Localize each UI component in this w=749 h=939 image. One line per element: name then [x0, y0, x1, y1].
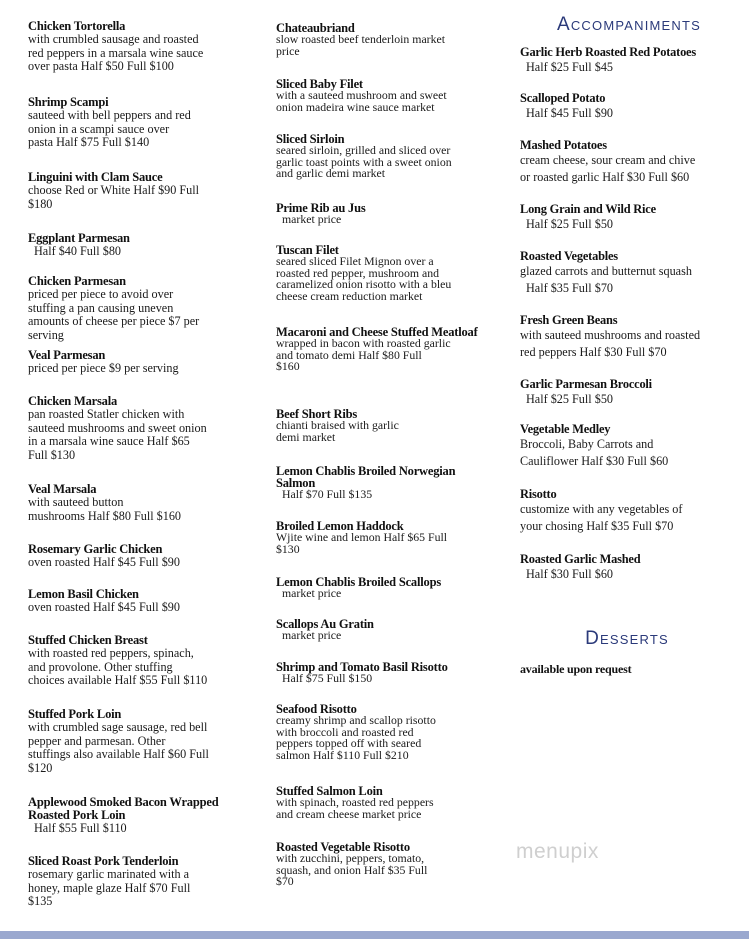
menu-item — [276, 133, 492, 180]
item-desc-line: chianti braised with garlic — [276, 418, 399, 432]
item-name: Chicken Marsala — [28, 394, 118, 408]
item-desc-line: customize with any vegetables of — [520, 502, 683, 516]
item-desc-line: onion in a scampi sauce over — [28, 121, 170, 136]
menu-item — [276, 326, 492, 373]
menu-item — [520, 552, 738, 583]
item-desc-line: seared sirloin, grilled and sliced over — [276, 143, 451, 157]
item-desc-line: $135 — [28, 894, 53, 909]
item-name: Sliced Roast Pork Tenderloin — [28, 854, 179, 868]
item-name: Risotto — [520, 487, 557, 501]
menu-item — [276, 465, 492, 501]
menu-item — [28, 634, 256, 688]
item-name: Lemon Chablis Broiled Norwegian Salmon — [276, 464, 456, 490]
item-desc-line: Half $70 Full $135 — [282, 487, 373, 501]
bottom-border — [0, 931, 749, 939]
item-name: Veal Parmesan — [28, 348, 106, 362]
item-desc-line: $130 — [276, 541, 300, 556]
item-desc-line: peppers topped off with seared — [276, 736, 422, 751]
menu-item — [28, 20, 256, 74]
item-desc-line: choices available Half $55 Full $110 — [28, 673, 208, 688]
item-desc-line: Half $30 Full $60 — [526, 567, 614, 581]
item-name: Stuffed Salmon Loin — [276, 784, 383, 798]
item-name: Shrimp Scampi — [28, 95, 109, 109]
item-name: Macaroni and Cheese Stuffed Meatloaf — [276, 325, 478, 339]
accompaniments-heading: Accompaniments — [556, 14, 702, 35]
item-desc-line: demi market — [276, 429, 336, 444]
item-desc-line: amounts of cheese per piece $7 per — [28, 314, 200, 329]
item-desc-line: pepper and parmesan. Other — [28, 733, 166, 748]
item-desc-line: $120 — [28, 760, 53, 775]
item-name: Garlic Parmesan Broccoli — [520, 377, 652, 391]
item-desc-line: with zucchini, peppers, tomato, — [276, 851, 425, 865]
item-name: Garlic Herb Roasted Red Potatoes — [520, 45, 696, 59]
item-desc-line: $160 — [276, 359, 300, 374]
menu-item — [28, 796, 256, 836]
menu-item — [276, 520, 492, 555]
item-desc-line: Half $25 Full $50 — [526, 217, 614, 231]
item-name: Rosemary Garlic Chicken — [28, 542, 163, 556]
item-desc-line: stuffings also available Half $60 Full — [28, 747, 209, 762]
item-desc-line: sauteed mushrooms and sweet onion — [28, 420, 207, 435]
item-desc-line: stuffing a pan causing uneven — [28, 300, 174, 315]
item-desc-line: serving — [28, 327, 64, 342]
item-name: Lemon Chablis Broiled Scallops — [276, 575, 441, 589]
item-desc-line: or roasted garlic Half $30 Full $60 — [520, 170, 690, 184]
menu-item — [276, 661, 492, 685]
item-desc-line: Wjite wine and lemon Half $65 Full — [276, 530, 448, 544]
item-desc-line: market price — [282, 586, 342, 600]
item-desc-line: Half $35 Full $70 — [526, 281, 614, 295]
menu-item — [276, 202, 492, 226]
item-name: Roasted Garlic Mashed — [520, 552, 641, 566]
item-desc-line: slow roasted beef tenderloin market — [276, 32, 446, 46]
menu-item — [28, 588, 256, 615]
item-desc-line: Half $25 Full $50 — [526, 392, 614, 406]
item-desc-line: salmon Half $110 Full $210 — [276, 747, 409, 762]
menu-item — [276, 22, 492, 57]
menu-item — [520, 249, 738, 297]
item-name: Beef Short Ribs — [276, 407, 358, 421]
item-name: Prime Rib au Jus — [276, 201, 366, 215]
item-name: Stuffed Chicken Breast — [28, 633, 148, 647]
menu-item — [28, 855, 256, 909]
menu-item — [520, 45, 738, 76]
item-name: Scalloped Potato — [520, 91, 606, 105]
item-desc-line: rosemary garlic marinated with a — [28, 867, 190, 881]
item-desc-line: creamy shrimp and scallop risotto — [276, 713, 436, 727]
item-desc-line: Half $75 Full $150 — [282, 671, 373, 685]
menu-item — [28, 232, 256, 259]
item-desc-line: market price — [282, 212, 342, 226]
item-desc-line: roasted red pepper, mushroom and — [276, 265, 439, 280]
item-desc-line: red peppers Half $30 Full $70 — [520, 345, 667, 359]
item-desc-line: with broccoli and roasted red — [276, 724, 414, 739]
menu-item — [276, 703, 492, 761]
item-desc-line: squash, and onion Half $35 Full — [276, 862, 428, 877]
item-desc-line: market price — [282, 628, 342, 642]
item-desc-line: with spinach, roasted red peppers — [276, 795, 434, 809]
item-desc-line: Half $40 Full $80 — [34, 244, 122, 258]
menu-item — [276, 841, 492, 888]
item-desc-line: $70 — [276, 874, 294, 889]
desserts-heading: Desserts — [585, 628, 669, 649]
menu-item — [276, 576, 492, 600]
menu-item — [276, 78, 492, 113]
item-desc-line: with sauteed button — [28, 495, 124, 509]
item-desc-line: and cream cheese market price — [276, 806, 422, 821]
item-desc-line: caramelized onion risotto with a bleu — [276, 277, 452, 292]
desserts-note — [520, 662, 738, 676]
item-name: Lemon Basil Chicken — [28, 587, 139, 601]
menupix-watermark: menupix — [516, 840, 599, 863]
item-name: Sliced Baby Filet — [276, 77, 363, 91]
item-name: Chicken Parmesan — [28, 274, 126, 288]
item-desc-line: with crumbled sausage and roasted — [28, 32, 199, 46]
item-desc-line: with crumbled sage sausage, red bell — [28, 720, 208, 734]
item-desc-line: with roasted red peppers, spinach, — [28, 646, 194, 660]
item-name: Eggplant Parmesan — [28, 231, 130, 245]
menu-item — [28, 171, 256, 211]
item-name: Tuscan Filet — [276, 243, 339, 257]
item-name: Applewood Smoked Bacon Wrapped Roasted Pork Loin — [28, 795, 219, 822]
item-desc-line: sauteed with bell peppers and red — [28, 108, 191, 122]
menu-item — [520, 487, 738, 535]
item-desc-line: and garlic demi market — [276, 166, 386, 181]
item-desc-line: Full $130 — [28, 447, 76, 462]
item-name: Stuffed Pork Loin — [28, 707, 122, 721]
item-desc-line: with a sauteed mushroom and sweet — [276, 88, 447, 102]
menu-item — [520, 91, 738, 122]
item-desc-line: Broccoli, Baby Carrots and — [520, 437, 654, 451]
item-name: Scallops Au Gratin — [276, 617, 374, 631]
menu-item — [520, 313, 738, 361]
item-desc-line: priced per piece $9 per serving — [28, 361, 179, 375]
desserts-note-text: available upon request — [520, 662, 632, 676]
item-name: Long Grain and Wild Rice — [520, 202, 656, 216]
item-desc-line: priced per piece to avoid over — [28, 287, 174, 301]
item-desc-line: Half $55 Full $110 — [34, 821, 127, 835]
item-name: Veal Marsala — [28, 482, 97, 496]
item-desc-line: mushrooms Half $80 Full $160 — [28, 508, 182, 523]
menu-item — [520, 138, 738, 186]
item-desc-line: glazed carrots and butternut squash — [520, 264, 692, 278]
menu-item — [276, 785, 492, 820]
item-desc-line: choose Red or White Half $90 Full — [28, 183, 200, 197]
item-desc-line: oven roasted Half $45 Full $90 — [28, 555, 180, 569]
item-desc-line: oven roasted Half $45 Full $90 — [28, 600, 180, 614]
menu-item — [520, 377, 738, 408]
menu-item — [520, 202, 738, 233]
menu-item — [276, 244, 492, 302]
item-desc-line: $180 — [28, 196, 53, 211]
item-desc-line: cream cheese, sour cream and chive — [520, 153, 696, 167]
item-desc-line: pasta Half $75 Full $140 — [28, 135, 150, 150]
item-desc-line: pan roasted Statler chicken with — [28, 407, 185, 421]
item-name: Roasted Vegetable Risotto — [276, 840, 410, 854]
item-desc-line: Cauliflower Half $30 Full $60 — [520, 454, 669, 468]
item-desc-line: your chosing Half $35 Full $70 — [520, 519, 674, 533]
item-desc-line: in a marsala wine sauce Half $65 — [28, 434, 190, 449]
item-desc-line: cheese cream reduction market — [276, 288, 423, 303]
item-name: Sliced Sirloin — [276, 132, 345, 146]
item-name: Broiled Lemon Haddock — [276, 519, 404, 533]
menu-item — [28, 483, 256, 523]
menu-item — [28, 395, 256, 462]
menu-item — [28, 96, 256, 150]
item-name: Mashed Potatoes — [520, 138, 607, 152]
item-desc-line: wrapped in bacon with roasted garlic — [276, 336, 451, 350]
menu-item — [276, 408, 492, 443]
item-name: Roasted Vegetables — [520, 249, 618, 263]
item-name: Seafood Risotto — [276, 702, 357, 716]
item-name: Chicken Tortorella — [28, 19, 126, 33]
item-desc-line: and tomato demi Half $80 Full — [276, 347, 422, 362]
item-name: Shrimp and Tomato Basil Risotto — [276, 660, 448, 674]
menu-item — [28, 543, 256, 570]
item-desc-line: honey, maple glaze Half $70 Full — [28, 880, 191, 895]
item-desc-line: and provolone. Other stuffing — [28, 659, 173, 674]
item-name: Chateaubriand — [276, 21, 355, 35]
item-name: Fresh Green Beans — [520, 313, 618, 327]
menu-item — [28, 708, 256, 775]
menu-item — [276, 618, 492, 642]
item-desc-line: Half $25 Full $45 — [526, 60, 614, 74]
item-desc-line: Half $45 Full $90 — [526, 106, 614, 120]
item-name: Vegetable Medley — [520, 422, 611, 436]
item-desc-line: seared sliced Filet Mignon over a — [276, 254, 434, 268]
item-desc-line: onion madeira wine sauce market — [276, 99, 435, 114]
menu-item — [28, 275, 256, 342]
item-desc-line: with sauteed mushrooms and roasted — [520, 328, 701, 342]
item-name: Linguini with Clam Sauce — [28, 170, 163, 184]
menu-item — [28, 349, 256, 376]
item-desc-line: garlic toast points with a sweet onion — [276, 154, 452, 169]
item-desc-line: over pasta Half $50 Full $100 — [28, 59, 174, 74]
item-desc-line: price — [276, 43, 300, 58]
item-desc-line: red peppers in a marsala wine sauce — [28, 45, 204, 60]
menu-item — [520, 422, 738, 470]
